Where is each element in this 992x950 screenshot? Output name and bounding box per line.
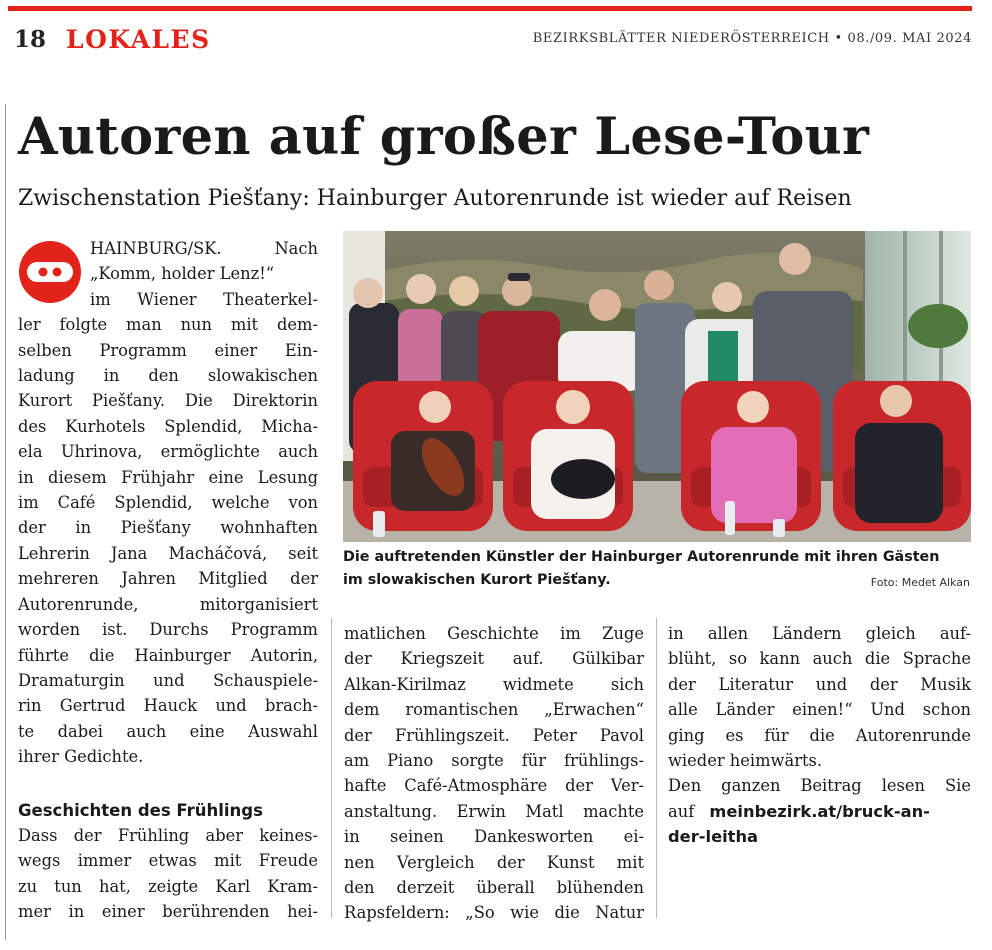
- text-line: mehreren Jahren Mitglied der: [18, 569, 318, 589]
- text-line: rin Gertrud Hauck und brach-: [18, 696, 318, 716]
- text-line: ging es für die Autorenrunde: [668, 725, 971, 745]
- photo-credit: Foto: Medet Alkan: [870, 576, 970, 589]
- section-subheading: Geschichten des Frühlings: [18, 800, 263, 820]
- text-line: der in Piešťany wohnhaften: [18, 518, 318, 538]
- article-headline: Autoren auf großer Lese-Tour: [18, 107, 870, 167]
- text-line: mer in einer berührenden hei-: [18, 902, 318, 922]
- text-line: ladung in den slowakischen: [18, 366, 318, 386]
- text-line: zu tun hat, zeigte Karl Kram-: [18, 876, 318, 896]
- caption-line: im slowakischen Kurort Piešťany.: [343, 572, 611, 588]
- text-line: im Café Splendid, welche von: [18, 493, 318, 513]
- read-more-auf: auf: [668, 801, 695, 821]
- text-line: selben Programm einer Ein-: [18, 340, 318, 360]
- text-line: Dramaturgin und Schauspiele-: [18, 670, 318, 690]
- article-column-2: [344, 621, 644, 926]
- text-line: HAINBURG/SK. Nach: [90, 239, 318, 258]
- text-line: wegs immer etwas mit Freude: [18, 851, 318, 871]
- text-line: des Kurhotels Splendid, Micha-: [18, 416, 318, 436]
- paragraph-gap: [18, 770, 318, 798]
- text-line: am Piano sorgte für frühlings-: [344, 751, 644, 771]
- body-paragraph: [18, 823, 318, 925]
- article-subheadline: Zwischenstation Piešťany: Hainburger Autorenrunde ist wieder auf Reisen: [18, 186, 852, 211]
- publication-date-line: BEZIRKSBLÄTTER NIEDERÖSTERREICH • 08./09. MAI 2024: [532, 31, 972, 46]
- text-line: worden ist. Durchs Programm: [18, 620, 318, 640]
- text-line: Autorenrunde, mitorganisiert: [18, 594, 318, 614]
- text-line: anstaltung. Erwin Matl machte: [344, 801, 644, 821]
- text-line: der Literatur und der Musik: [668, 674, 971, 694]
- text-line: in seinen Dankesworten ei-: [344, 827, 644, 847]
- text-line: Dass der Frühling aber keines-: [18, 825, 318, 845]
- text-line: Kurort Piešťany. Die Direktorin: [18, 391, 318, 411]
- text-line: ihrer Gedichte.: [18, 747, 144, 767]
- text-line: im Wiener Theaterkel-: [90, 289, 318, 309]
- section-title: LOKALES: [66, 25, 211, 54]
- article-url-link-continued[interactable]: der-leitha: [668, 827, 759, 847]
- article-column-1: [18, 236, 318, 925]
- text-line: wieder heimwärts.: [668, 751, 823, 771]
- text-line: den derzeit überall blühenden: [344, 878, 644, 898]
- text-line: Lehrerin Jana Macháčová, seit: [18, 543, 318, 563]
- text-line: Rapsfeldern: „So wie die Natur: [344, 903, 644, 923]
- caption-line: Die auftretenden Künstler der Hainburger Autorenrunde mit ihren Gästen: [343, 549, 940, 565]
- column-divider: [331, 618, 332, 918]
- text-line: nen Vergleich der Kunst mit: [344, 852, 644, 872]
- text-line: führte die Hainburger Autorin,: [18, 645, 318, 665]
- read-more-link-line: [668, 799, 971, 824]
- page-number: 18: [14, 26, 47, 53]
- top-accent-bar: [8, 6, 972, 11]
- text-line: blüht, so kann auch die Sprache: [668, 649, 971, 669]
- read-more-line: Den ganzen Beitrag lesen Sie: [668, 776, 971, 796]
- text-line: Alkan-Kirilmaz widmete sich: [344, 674, 644, 694]
- article-photo: [343, 231, 971, 542]
- text-line: in allen Ländern gleich auf-: [668, 624, 971, 643]
- article-column-3: [668, 621, 971, 850]
- text-line: in diesem Frühjahr eine Lesung: [18, 467, 318, 487]
- lead-paragraph-start: [90, 236, 318, 312]
- text-line: der Kriegszeit auf. Gülkibar: [344, 649, 644, 669]
- text-line: hafte Café-Atmosphäre der Ver-: [344, 776, 644, 796]
- article-url-link[interactable]: meinbezirk.at/bruck-an-: [709, 801, 930, 821]
- text-line: dem romantischen „Erwachen“: [344, 700, 644, 720]
- text-line: matlichen Geschichte im Zuge: [344, 624, 644, 643]
- column-divider: [656, 618, 657, 918]
- text-line: der Frühlingszeit. Peter Pavol: [344, 725, 644, 745]
- text-line: te dabei auch eine Auswahl: [18, 721, 318, 741]
- text-line: alle Länder einen!“ Und schon: [668, 700, 971, 720]
- text-line: ler folgte man nun mit dem-: [18, 315, 318, 335]
- body-paragraph: [18, 312, 318, 769]
- text-line: „Komm, holder Lenz!“: [90, 264, 275, 284]
- text-line: ela Uhrinova, ermöglichte auch: [18, 442, 318, 462]
- page-edge-rule: [5, 104, 6, 940]
